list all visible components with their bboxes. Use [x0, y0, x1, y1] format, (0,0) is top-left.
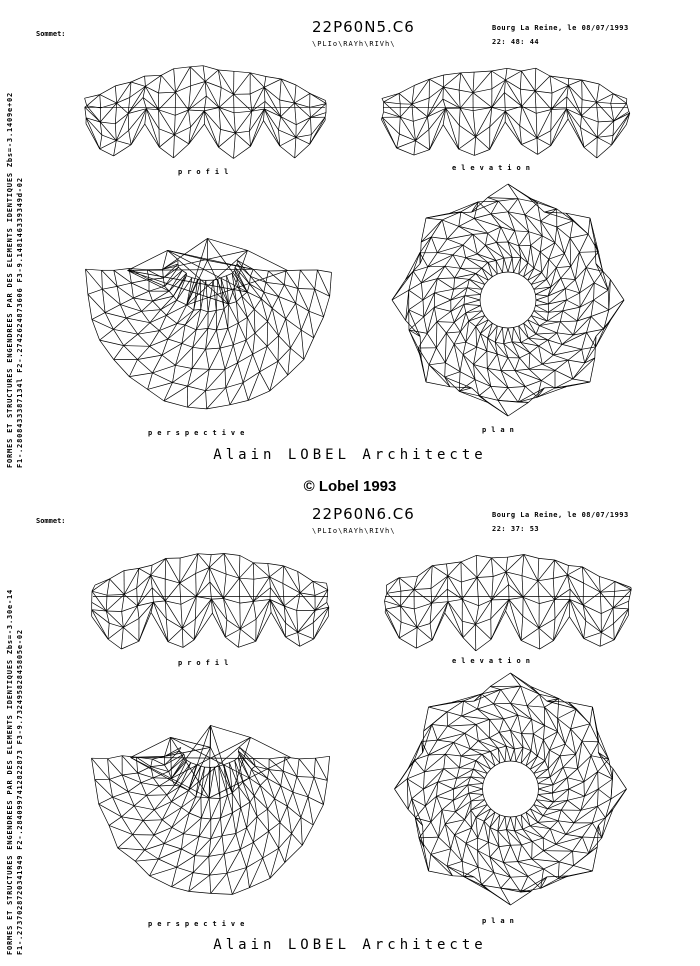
label-plan: plan [482, 917, 519, 925]
label-plan: plan [482, 426, 519, 434]
place-date: Bourg La Reine, le 08/07/1993 [492, 24, 629, 32]
file-path: \PLIo\RAYh\RIVh\ [312, 527, 395, 535]
side-caption [0, 0, 30, 475]
side-text-1: FORMES ET STRUCTURES ENGENDREES PAR DES ELEMENTS IDENTIQUES Zbs=-3.1409e+02 [6, 92, 14, 468]
perspective-drawing [88, 687, 333, 907]
copyright: © Lobel 1993 [0, 478, 700, 495]
side-text-2: F1-.2808433387134l F2-.2742624873606 F3-9.148146339349d-02 [16, 177, 24, 468]
profil-drawing [80, 60, 330, 165]
sommet-label: Sommet: [36, 517, 66, 525]
label-elevation: elevation [452, 164, 535, 172]
architect-credit: Alain LOBEL Architecte [0, 447, 700, 463]
sommet-label: Sommet: [36, 30, 66, 38]
plan-drawing [383, 180, 633, 420]
label-profil: profil [178, 168, 233, 176]
side-caption [0, 487, 30, 962]
side-text-2: F1-.2737028720341949 F2-.2840997412822873 F3-9.73249582845805e-02 [16, 629, 24, 955]
time-stamp: 22: 48: 44 [492, 38, 539, 46]
label-perspective: perspective [148, 429, 249, 437]
label-profil: profil [178, 659, 233, 667]
profil-drawing [88, 547, 333, 657]
time-stamp: 22: 37: 53 [492, 525, 539, 533]
elevation-drawing [380, 547, 635, 657]
elevation-drawing [378, 60, 633, 165]
sheet-2 [0, 487, 700, 962]
plan-drawing [388, 669, 633, 909]
page-title: 22P60N6.C6 [312, 505, 415, 523]
architect-credit: Alain LOBEL Architecte [0, 937, 700, 953]
page-title: 22P60N5.C6 [312, 18, 415, 36]
label-perspective: perspective [148, 920, 249, 928]
sheet-1 [0, 0, 700, 475]
side-text-1: FORMES ET STRUCTURES ENGENDREES PAR DES ELEMENTS IDENTIQUES Zbs=-3.30e-14 [6, 589, 14, 955]
place-date: Bourg La Reine, le 08/07/1993 [492, 511, 629, 519]
label-elevation: elevation [452, 657, 535, 665]
perspective-drawing [80, 200, 335, 420]
file-path: \PLIo\RAYh\RIVh\ [312, 40, 395, 48]
